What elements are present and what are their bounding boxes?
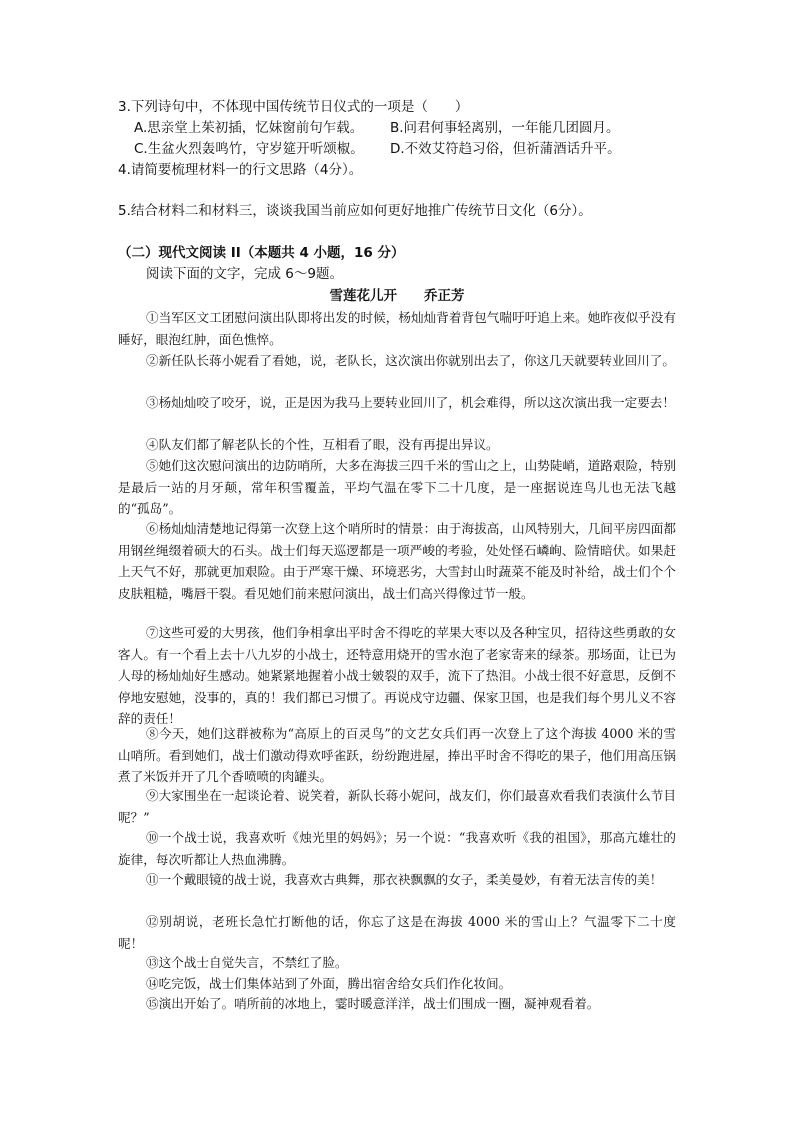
paragraph-5: ⑤她们这次慰问演出的边防哨所，大多在海拔三四千米的雪山之上，山势陡峭，道路艰险，特别是最后一站的月牙颠，常年积雪覆盖，平均气温在零下二十几度，是一座据说连鸟儿也无法飞越的“孤岛”。: [118, 458, 676, 517]
paragraph-10: ⑩一个战士说，我喜欢听《烛光里的妈妈》；另一个说：“我喜欢听《我的祖国》，那高亢雄壮的旋律，每次听都让人热血沸腾。: [118, 830, 676, 867]
section-instruction: 阅读下面的文字，完成 6～9题。: [146, 266, 343, 282]
question-3-stem: 3.下列诗句中，不体现中国传统节日仪式的一项是（ ）: [118, 99, 469, 115]
question-3-option-a: A.思亲堂上茱初插，忆妹窗前句乍载。: [134, 120, 364, 136]
question-3-option-b: B.问君何事轻离别，一年能几团圆月。: [390, 120, 620, 136]
paragraph-11: ⑪一个戴眼镜的战士说，我喜欢古典舞，那衣袂飘飘的女子，柔美曼妙，有着无法言传的美！: [146, 872, 663, 887]
section-heading: （二）现代文阅读 II（本题共 4 小题，16 分）: [118, 245, 405, 261]
paragraph-1: ①当军区文工团慰问演出队即将出发的时候，杨灿灿背着背包气喘吁吁追上来。她昨夜似乎没有睡好，眼泡红肿，面色憔悴。: [118, 310, 676, 347]
paragraph-4: ④队友们都了解老队长的个性，互相看了眼，没有再提出异议。: [146, 437, 499, 452]
question-3-option-d: D.不效艾符趋习俗，但祈蒲酒话升平。: [390, 141, 621, 157]
paragraph-2: ②新任队长蒋小妮看了看她，说，老队长，这次演出你就别出去了，你这几天就要转业回川了。: [146, 353, 675, 368]
paragraph-9: ⑨大家围坐在一起谈论着、说笑着，新队长蒋小妮问，战友们，你们最喜欢看我们表演什么节目呢？”: [118, 788, 676, 825]
paragraph-13: ⑬这个战士自觉失言，不禁红了脸。: [146, 955, 348, 970]
question-3-option-c: C.生盆火烈轰鸣竹，守岁筵开听颂椒。: [134, 141, 364, 157]
question-4: 4.请简要梳理材料一的行文思路（4分）。: [118, 162, 363, 178]
paragraph-14: ⑭吃完饭，战士们集体站到了外面，腾出宿舍给女兵们作化妆间。: [146, 976, 512, 991]
article-title: 雪莲花儿开 乔正芳: [329, 288, 465, 304]
paragraph-15: ⑮演出开始了。哨所前的冰地上，霎时暖意洋洋，战士们围成一圈，凝神观看着。: [146, 996, 600, 1011]
paragraph-7: ⑦这些可爱的大男孩，他们争相拿出平时舍不得吃的苹果大枣以及各种宝贝，招待这些勇敢的女客人。有一个看上去十八九岁的小战士，还特意用烧开的雪水泡了老家寄来的绿茶。那场面，让已为人母的杨灿灿好生感动。她紧紧地握着小战士皴裂的双手，流下了热泪。小战士很不好意思，反倒不停地安慰她，没事的，真的！我们都已习惯了。再说戍守边疆、保家卫国，也是我们每个男儿义不容辞的责任！: [118, 625, 676, 727]
paragraph-3: ③杨灿灿咬了咬牙，说，正是因为我马上要转业回川了，机会难得，所以这次演出我一定要去！: [146, 395, 675, 410]
paragraph-8: ⑧今天，她们这群被称为“高原上的百灵鸟”的文艺女兵们再一次登上了这个海拔 4000 米的雪山哨所。看到她们，战士们激动得欢呼雀跃，纷纷跑进屋，捧出平时舍不得吃的果子，他们用高压锅煮了米饭并开了几个香喷喷的肉罐头。: [118, 726, 676, 785]
question-5: 5.结合材料二和材料三，谈谈我国当前应如何更好地推广传统节日文化（6分）。: [118, 203, 592, 219]
paragraph-12: ⑫别胡说，老班长急忙打断他的话，你忘了这是在海拔 4000 米的雪山上？气温零下二十度呢！: [118, 914, 676, 951]
paragraph-6: ⑥杨灿灿清楚地记得第一次登上这个哨所时的情景：由于海拔高，山风特别大，几间平房四面都用钢丝绳缀着硕大的石头。战士们每天巡逻都是一项严峻的考验，处处怪石嶙峋、险情暗伏。如果赶上天气不好，那就更加艰险。由于严寒干燥、环境恶劣，大雪封山时蔬菜不能及时补给，战士们个个皮肤粗糙，嘴唇干裂。看见她们前来慰问演出，战士们高兴得像过节一般。: [118, 521, 676, 601]
